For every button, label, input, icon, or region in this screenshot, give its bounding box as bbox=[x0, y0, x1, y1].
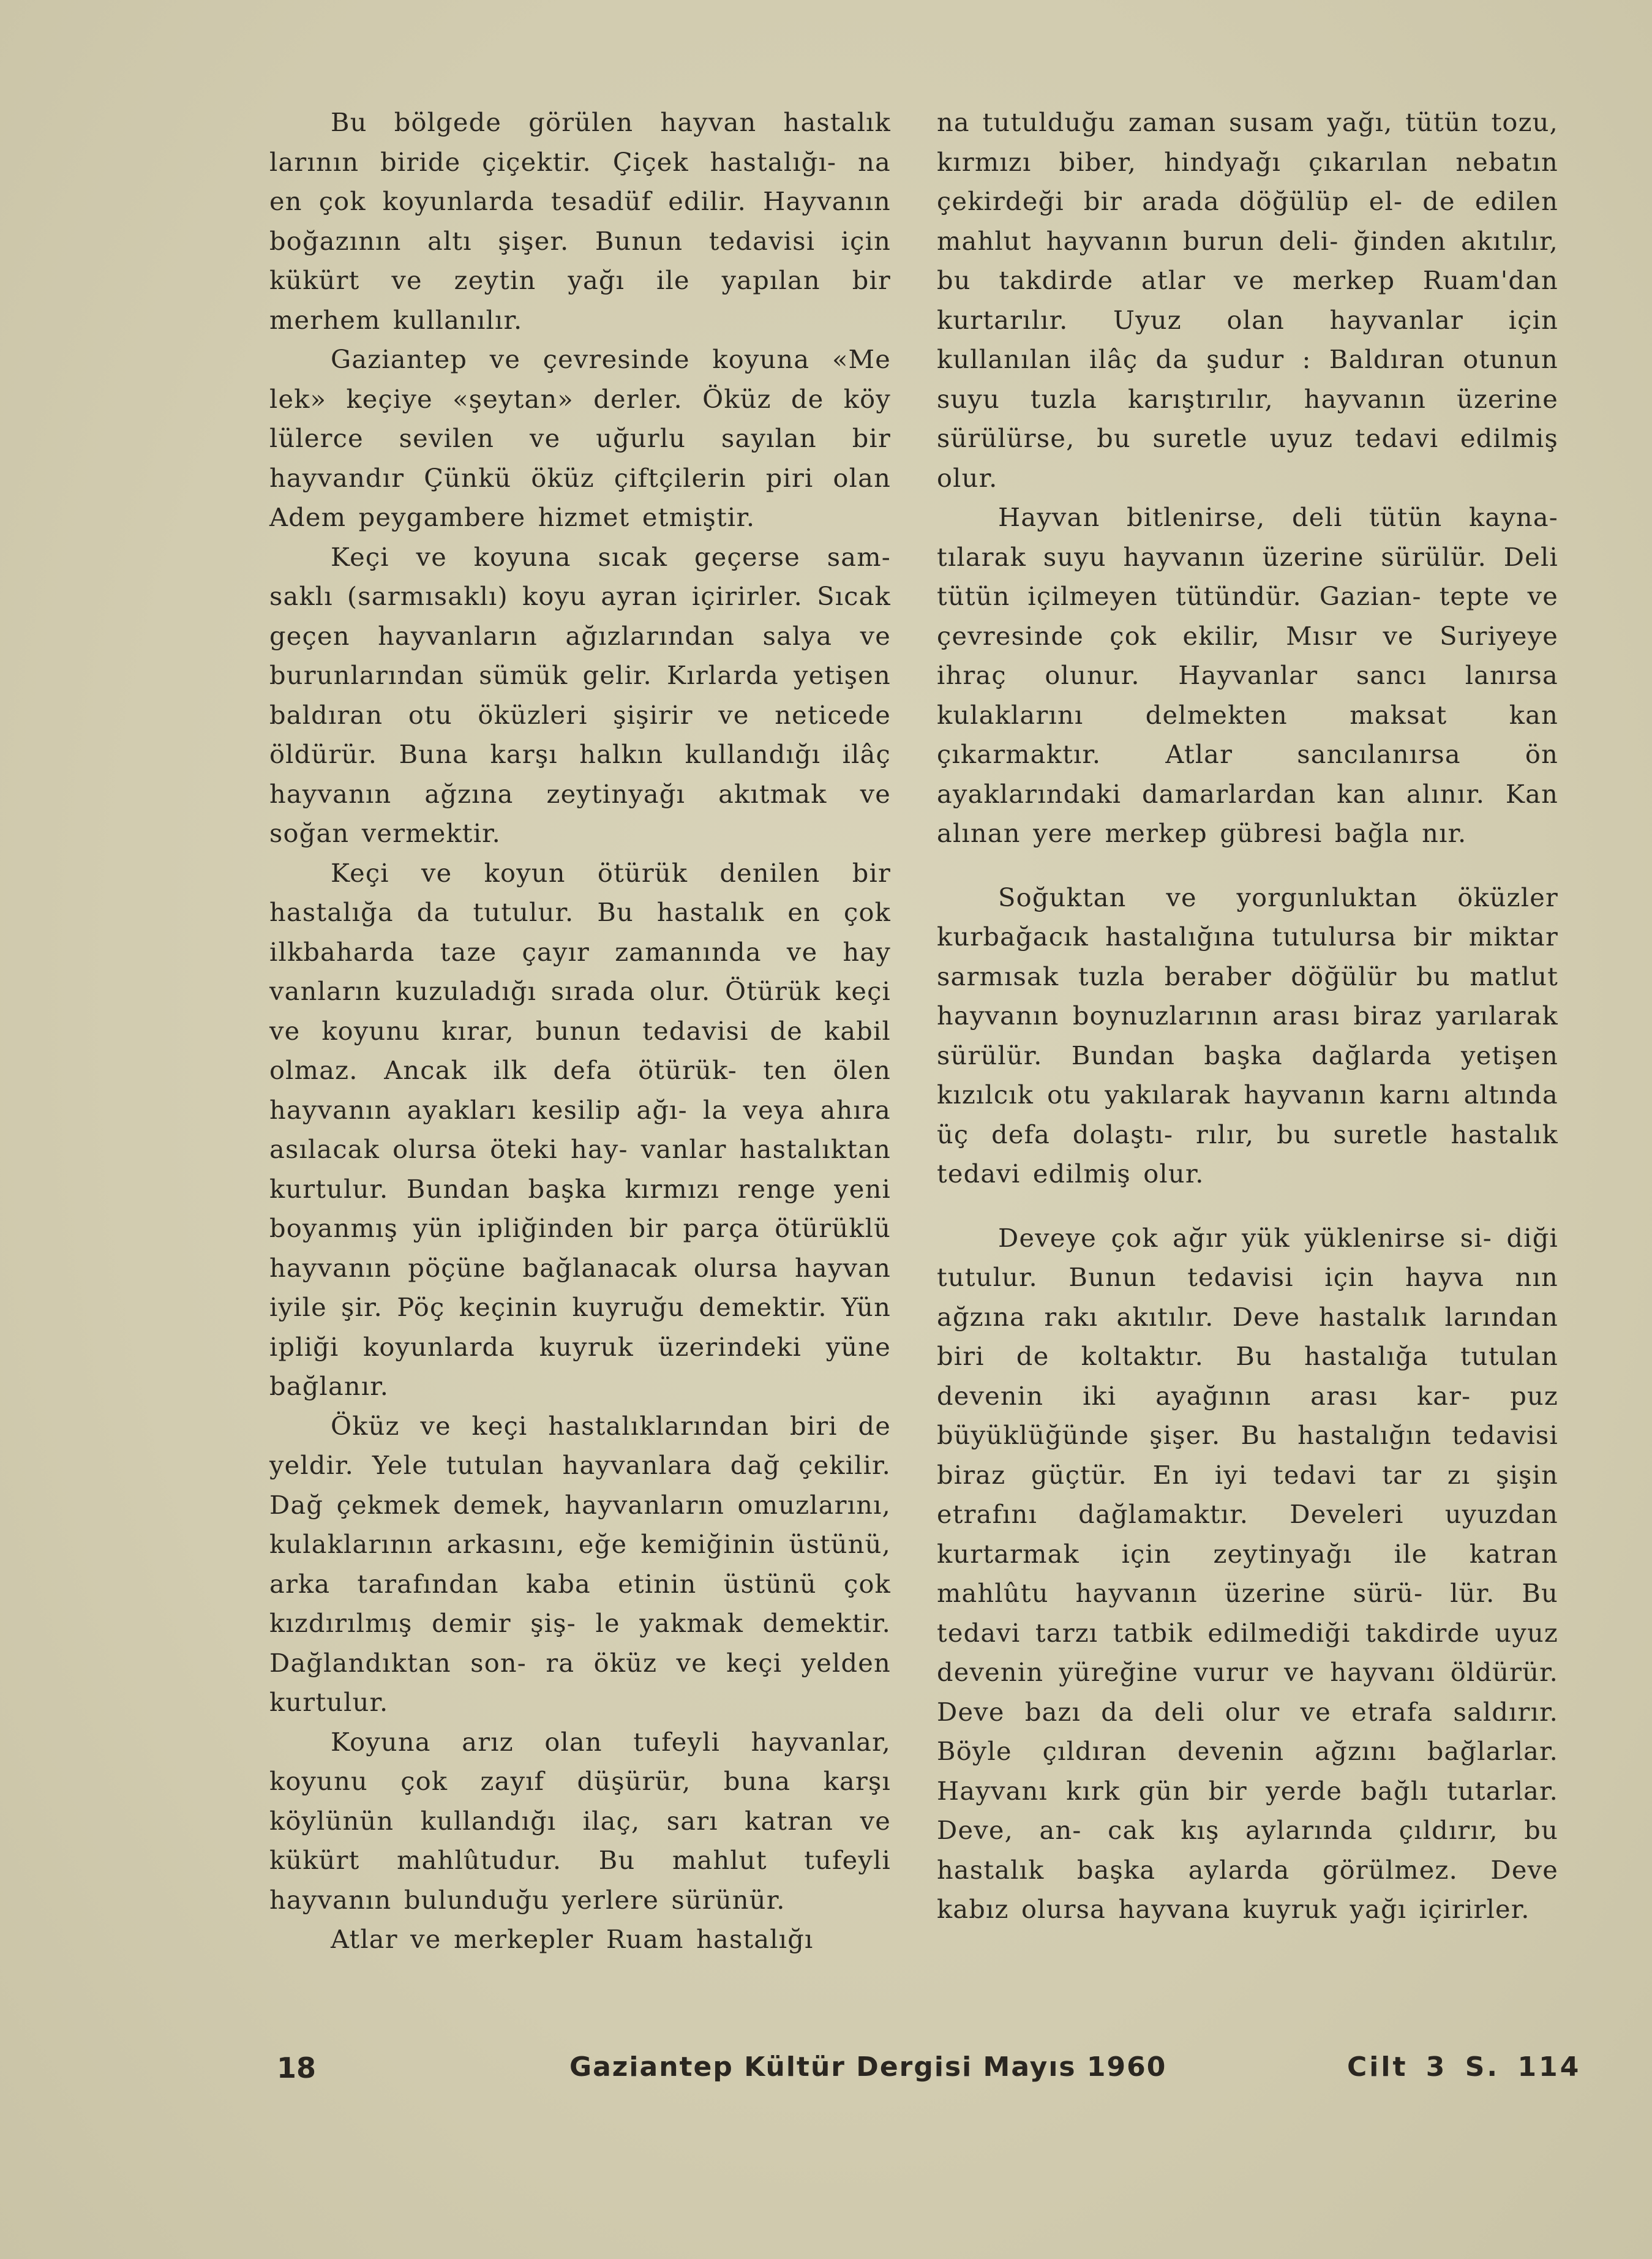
paragraph: Koyuna arız olan tufeyli hayvanlar, koyunu çok zayıf düşürür, buna karşı köylünün kullandığı ilaç, sarı katran ve kükürt mahlûtudur. Bu mahlut tufeyli hayvanın bulunduğu yerlere sürünür. bbox=[269, 1726, 891, 1915]
paragraph: Atlar ve merkepler Ruam hastalığı bbox=[331, 1924, 814, 1954]
page-number: 18 bbox=[277, 2051, 317, 2084]
journal-title: Gaziantep Kültür Dergisi Mayıs 1960 bbox=[569, 2051, 1167, 2083]
paragraph: Gaziantep ve çevresinde koyuna «Me lek» keçiye «şeytan» derler. Öküz de köy lülerce sevilen ve uğurlu sayılan bir hayvandır Çünkü öküz çiftçilerin piri olan Adem peygambere hizmet etmiştir. bbox=[269, 344, 891, 532]
page-footer bbox=[0, 2051, 1652, 2100]
right-column bbox=[937, 103, 1558, 1930]
volume-issue: Cilt 3 S. 114 bbox=[1347, 2051, 1582, 2083]
paragraph: Soğuktan ve yorgunluktan öküzler kurbağacık hastalığına tutulursa bir miktar sarmısak tuzla beraber döğülür bu matlut hayvanın boynuzlarının arası biraz yarılarak sürülür. Bundan başka dağlarda yetişen kızılcık otu yakılarak hayvanın karnı altında üç defa dolaştı- rılır, bu suretle hastalık tedavi edilmiş olur. bbox=[937, 882, 1558, 1189]
paragraph: Öküz ve keçi hastalıklarından biri de yeldir. Yele tutulan hayvanlara dağ çekilir. Dağ çekmek demek, hayvanların omuzlarını, kulaklarının arkasını, eğe kemiğinin üstünü, arka tarafından kaba etinin üstünü çok kızdırılmış demir şiş- le yakmak demektir. Dağlandıktan son- ra öküz ve keçi yelden kurtulur. bbox=[269, 1410, 891, 1717]
paragraph: Hayvan bitlenirse, deli tütün kayna- tılarak suyu hayvanın üzerine sürülür. Deli tütün içilmeyen tütündür. Gazian- tepte ve çevresinde çok ekilir, Mısır ve Suriyeye ihraç olunur. Hayvanlar sancı lanırsa kulaklarını delmekten maksat kan çıkarmaktır. Atlar sancılanırsa ön ayaklarındaki damarlardan kan alınır. Kan alınan yere merkep gübresi bağla nır. bbox=[937, 502, 1558, 848]
paragraph: Keçi ve koyuna sıcak geçerse sam- saklı (sarmısaklı) koyu ayran içirirler. Sıcak geçen hayvanların ağızlarından salya ve burunlarından sümük gelir. Kırlarda yetişen baldıran otu öküzleri şişirir ve neticede öldürür. Buna karşı halkın kullandığı ilâç hayvanın ağzına zeytinyağı akıtmak ve soğan vermektir. bbox=[269, 541, 891, 848]
left-column bbox=[269, 103, 891, 1960]
paragraph: Keçi ve koyun ötürük denilen bir hastalığa da tutulur. Bu hastalık en çok ilkbaharda taze çayır zamanında ve hay vanların kuzuladığı sırada olur. Ötürük keçi ve koyunu kırar, bunun tedavisi de kabil olmaz. Ancak ilk defa ötürük- ten ölen hayvanın ayakları kesilip ağı- la veya ahıra asılacak olursa öteki hay- vanlar hastalıktan kurtulur. Bundan başka kırmızı renge yeni boyanmış yün ipliğinden bir parça ötürüklü hayvanın pöçüne bağlanacak olursa hayvan iyile şir. Pöç keçinin kuyruğu demektir. Yün ipliği koyunlarda kuyruk üzerindeki yüne bağlanır. bbox=[269, 857, 891, 1401]
paragraph: na tutulduğu zaman susam yağı, tütün tozu, kırmızı biber, hindyağı çıkarılan nebatın çekirdeği bir arada döğülüp el- de edilen mahlut hayvanın burun deli- ğinden akıtılır, bu takdirde atlar ve merkep Ruam'dan kurtarılır. Uyuz olan hayvanlar için kullanılan ilâç da şudur : Baldıran otunun suyu tuzla karıştırılır, hayvanın üzerine sürülürse, bu suretle uyuz tedavi edilmiş olur. bbox=[937, 107, 1558, 493]
paragraph: Bu bölgede görülen hayvan hastalık larının biride çiçektir. Çiçek hastalığı- na en çok koyunlarda tesadüf edilir. Hayvanın boğazının altı şişer. Bunun tedavisi için kükürt ve zeytin yağı ile yapılan bir merhem kullanılır. bbox=[269, 107, 891, 335]
paragraph: Deveye çok ağır yük yüklenirse si- diği tutulur. Bunun tedavisi için hayva nın ağzına rakı akıtılır. Deve hastalık larından biri de koltaktır. Bu hastalığa tutulan devenin iki ayağının arası kar- puz büyüklüğünde şişer. Bu hastalığın tedavisi biraz güçtür. En iyi tedavi tar zı şişin etrafını dağlamaktır. Develeri uyuzdan kurtarmak için zeytinyağı ile katran mahlûtu hayvanın üzerine sürü- lür. Bu tedavi tarzı tatbik edilmediği takdirde uyuz devenin yüreğine vurur ve hayvanı öldürür. Deve bazı da deli olur ve etrafa saldırır. Böyle çıldıran devenin ağzını bağlarlar. Hayvanı kırk gün bir yerde bağlı tutarlar. Deve, an- cak kış aylarında çıldırır, bu hastalık başka aylarda görülmez. Deve kabız olursa hayvana kuyruk yağı içirirler. bbox=[937, 1222, 1558, 1924]
